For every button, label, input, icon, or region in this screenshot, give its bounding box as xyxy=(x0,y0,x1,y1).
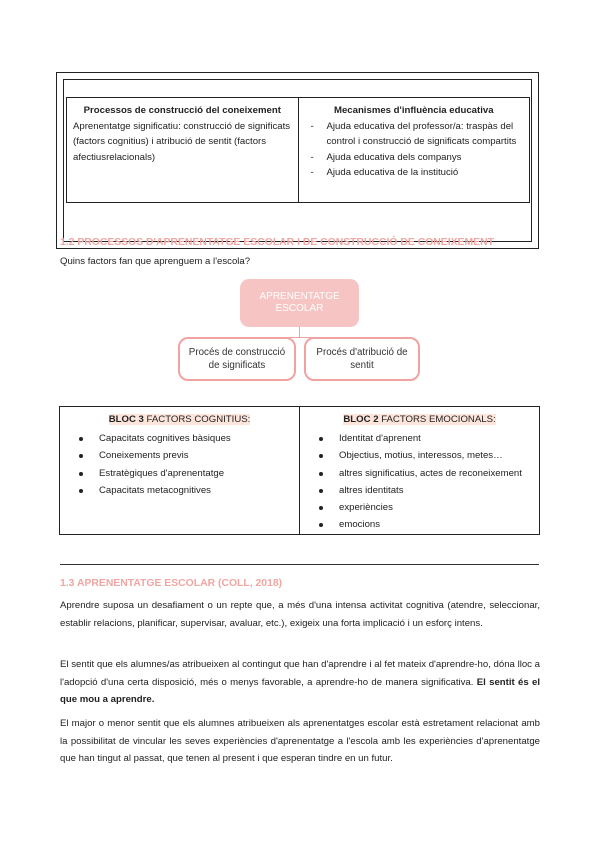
bloc-label: BLOC 3 xyxy=(108,414,144,425)
emotional-factors-list xyxy=(308,430,531,534)
paragraph-2-text: El sentit que els alumnes/as atribueixen al contingut que han d'aprendre i al fet mateix d'aprendre-ho, dóna lloc a l'adopció d'una certa disposició, més o menys favorable, a aprendre-ho de manera significativa. xyxy=(60,659,540,688)
list-item: Capacitats metacognitives xyxy=(68,482,291,499)
section-13-title: 1.3 APRENENTATGE ESCOLAR (COLL, 2018) xyxy=(60,578,283,589)
mechanisms-cell xyxy=(298,98,530,202)
list-item: Identitat d'aprenent xyxy=(308,430,531,447)
emotional-factors-heading xyxy=(308,413,531,427)
mechanisms-list xyxy=(305,119,524,181)
paragraph-1: Aprendre suposa un desafiament o un repte que, a més d'una intensa activitat cognitiva (atendre, seleccionar, establir relacions, planificar, supervisar, avaluar, etc.), exigeix una forta implicació i un esforç intens. xyxy=(60,600,540,629)
list-item: Coneixements previs xyxy=(68,447,291,464)
cognitive-factors-column xyxy=(60,407,299,534)
paragraph-2-emphasis: El sentit és el que mou a aprendre. xyxy=(60,676,540,706)
factors-table xyxy=(59,406,540,535)
construction-title: Processos de construcció del coneixement xyxy=(83,105,281,116)
influence-table xyxy=(66,97,530,203)
diagram-root-label: APRENENTATGE ESCOLAR xyxy=(259,291,340,314)
emotional-factors-column xyxy=(299,407,539,534)
diagram-node-attribution xyxy=(304,337,420,381)
construction-cell xyxy=(67,98,298,202)
diagram-connector xyxy=(299,327,300,337)
list-item: altres significatius, actes de reconeixement xyxy=(308,465,531,482)
section-12-title: 1.2 PROCESSOS D'APRENENTATGE ESCOLAR I DE CONSTRUCCIÓ DE CONEIXEMENT xyxy=(60,237,494,248)
list-item: Estratègiques d'aprenentatge xyxy=(68,465,291,482)
bloc-title: FACTORS EMOCIONALS: xyxy=(378,414,496,425)
list-item: - Ajuda educativa de la institució xyxy=(305,165,524,181)
cognitive-factors-list xyxy=(68,430,291,499)
section-12-question: Quins factors fan que aprenguem a l'escola? xyxy=(60,256,251,267)
bloc-title: FACTORS COGNITIUS: xyxy=(143,414,251,425)
construction-body: Aprenentatge significatiu: construcció de significats (factors cognitius) i atribució de sentit (factors afectiusrelacionals) xyxy=(73,120,291,163)
list-item: Objectius, motius, interessos, metes… xyxy=(308,447,531,464)
cognitive-factors-heading xyxy=(68,413,291,427)
list-item: experiències xyxy=(308,499,531,516)
diagram-node-label: Procés d'atribució de sentit xyxy=(316,347,408,371)
diagram-root-node xyxy=(240,279,359,327)
list-item: emocions xyxy=(308,516,531,533)
paragraph-2 xyxy=(60,656,540,709)
list-item: altres identitats xyxy=(308,482,531,499)
diagram-node-construction xyxy=(178,337,296,381)
bloc-label: BLOC 2 xyxy=(343,414,379,425)
paragraph-3: El major o menor sentit que els alumnes atribueixen als aprenentatges escolar està estretament relacionat amb la possibilitat de vincular les seves experiències d'aprenentatge a l'escola amb les experiències d'aprenentatge que han tingut al passat, que tenen al present i que esperan tindre en un futur. xyxy=(60,718,540,765)
diagram-node-label: Procés de construcció de significats xyxy=(188,347,286,371)
list-item: Capacitats cognitives bàsiques xyxy=(68,430,291,447)
list-item: - Ajuda educativa del professor/a: traspàs del control i construcció de significats compartits xyxy=(305,119,524,150)
mechanisms-title: Mecanismes d'influència educativa xyxy=(333,105,494,116)
horizontal-divider xyxy=(60,564,539,565)
list-item: - Ajuda educativa dels companys xyxy=(305,150,524,166)
